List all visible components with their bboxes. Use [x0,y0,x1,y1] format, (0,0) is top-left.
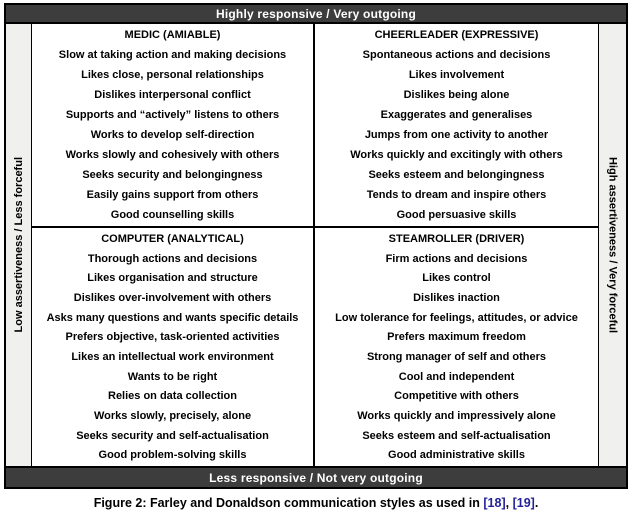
style-trait: Good problem-solving skills [98,449,247,462]
style-trait: Likes close, personal relationships [81,69,264,81]
axis-label-right-text: High assertiveness / Very forceful [606,156,619,334]
axis-label-top: Highly responsive / Very outgoing [6,5,626,24]
style-trait: Dislikes being alone [403,89,510,101]
style-trait: Prefers objective, task-oriented activities [65,331,280,344]
style-trait: Competitive with others [394,390,519,403]
style-trait: Exaggerates and generalises [380,109,533,121]
quadrant-items [319,249,594,465]
caption-period: . [534,496,539,510]
style-trait: Asks many questions and wants specific details [46,311,299,324]
quadrant-items [319,45,594,225]
style-trait: Works slowly, precisely, alone [93,409,252,422]
style-trait: Dislikes over-involvement with others [73,291,272,304]
axis-label-right [598,24,626,466]
quadrant-items [36,45,309,225]
style-trait: Wants to be right [127,370,218,383]
style-trait: Slow at taking action and making decisions [58,49,287,61]
style-trait: Jumps from one activity to another [364,129,549,141]
style-trait: Seeks security and self-actualisation [76,429,269,442]
style-trait: Works quickly and impressively alone [357,409,556,422]
style-trait: Likes organisation and structure [87,272,258,285]
style-trait: Spontaneous actions and decisions [362,49,551,61]
axis-label-left-text: Low assertiveness / Less forceful [12,157,25,333]
quadrant-title: MEDIC (AMIABLE) [124,29,221,41]
quadrant-computer-analytical [32,228,315,466]
style-trait: Relies on data collection [108,390,237,403]
style-trait: Prefers maximum freedom [387,331,526,344]
quadrant-title: COMPUTER (ANALYTICAL) [101,232,244,245]
style-trait: Seeks esteem and self-actualisation [362,429,551,442]
quadrant-cheerleader-expressive [315,24,598,228]
style-trait: Seeks esteem and belongingness [368,169,545,181]
axis-label-left [6,24,32,466]
style-trait: Cool and independent [398,370,515,383]
citation-19-link[interactable]: [19] [512,496,535,510]
style-trait: Good counselling skills [110,209,235,221]
style-trait: Strong manager of self and others [366,350,547,363]
style-trait: Likes involvement [408,69,505,81]
quadrant-title: CHEERLEADER (EXPRESSIVE) [374,29,539,41]
style-trait: Dislikes inaction [413,291,500,304]
style-trait: Easily gains support from others [86,189,259,201]
style-trait: Likes control [422,272,491,285]
quadrant-grid [32,24,598,466]
style-trait: Works quickly and excitingly with others [350,149,563,161]
style-trait: Likes an intellectual work environment [71,350,274,363]
style-trait: Good administrative skills [388,449,525,462]
style-trait: Thorough actions and decisions [87,252,258,265]
figure-2 [4,3,628,510]
quadrant-medic-amiable [32,24,315,228]
caption-separator: , [505,496,513,510]
style-trait: Firm actions and decisions [385,252,528,265]
citation-18-link[interactable]: [18] [483,496,506,510]
figure-caption [4,496,628,510]
style-trait: Works slowly and cohesively with others [65,149,280,161]
style-trait: Works to develop self-direction [90,129,255,141]
axis-label-bottom: Less responsive / Not very outgoing [6,466,626,487]
quadrant-items [36,249,309,465]
caption-text: Figure 2: Farley and Donaldson communication styles as used in [93,496,484,510]
quadrant-steamroller-driver [315,228,598,466]
style-trait: Dislikes interpersonal conflict [94,89,251,101]
quadrant-title: STEAMROLLER (DRIVER) [388,232,525,245]
style-trait: Seeks security and belongingness [82,169,263,181]
communication-styles-matrix [4,3,628,489]
style-trait: Low tolerance for feelings, attitudes, or advice [335,311,578,324]
style-trait: Tends to dream and inspire others [366,189,547,201]
style-trait: Supports and “actively” listens to others [65,109,280,121]
style-trait: Good persuasive skills [396,209,517,221]
